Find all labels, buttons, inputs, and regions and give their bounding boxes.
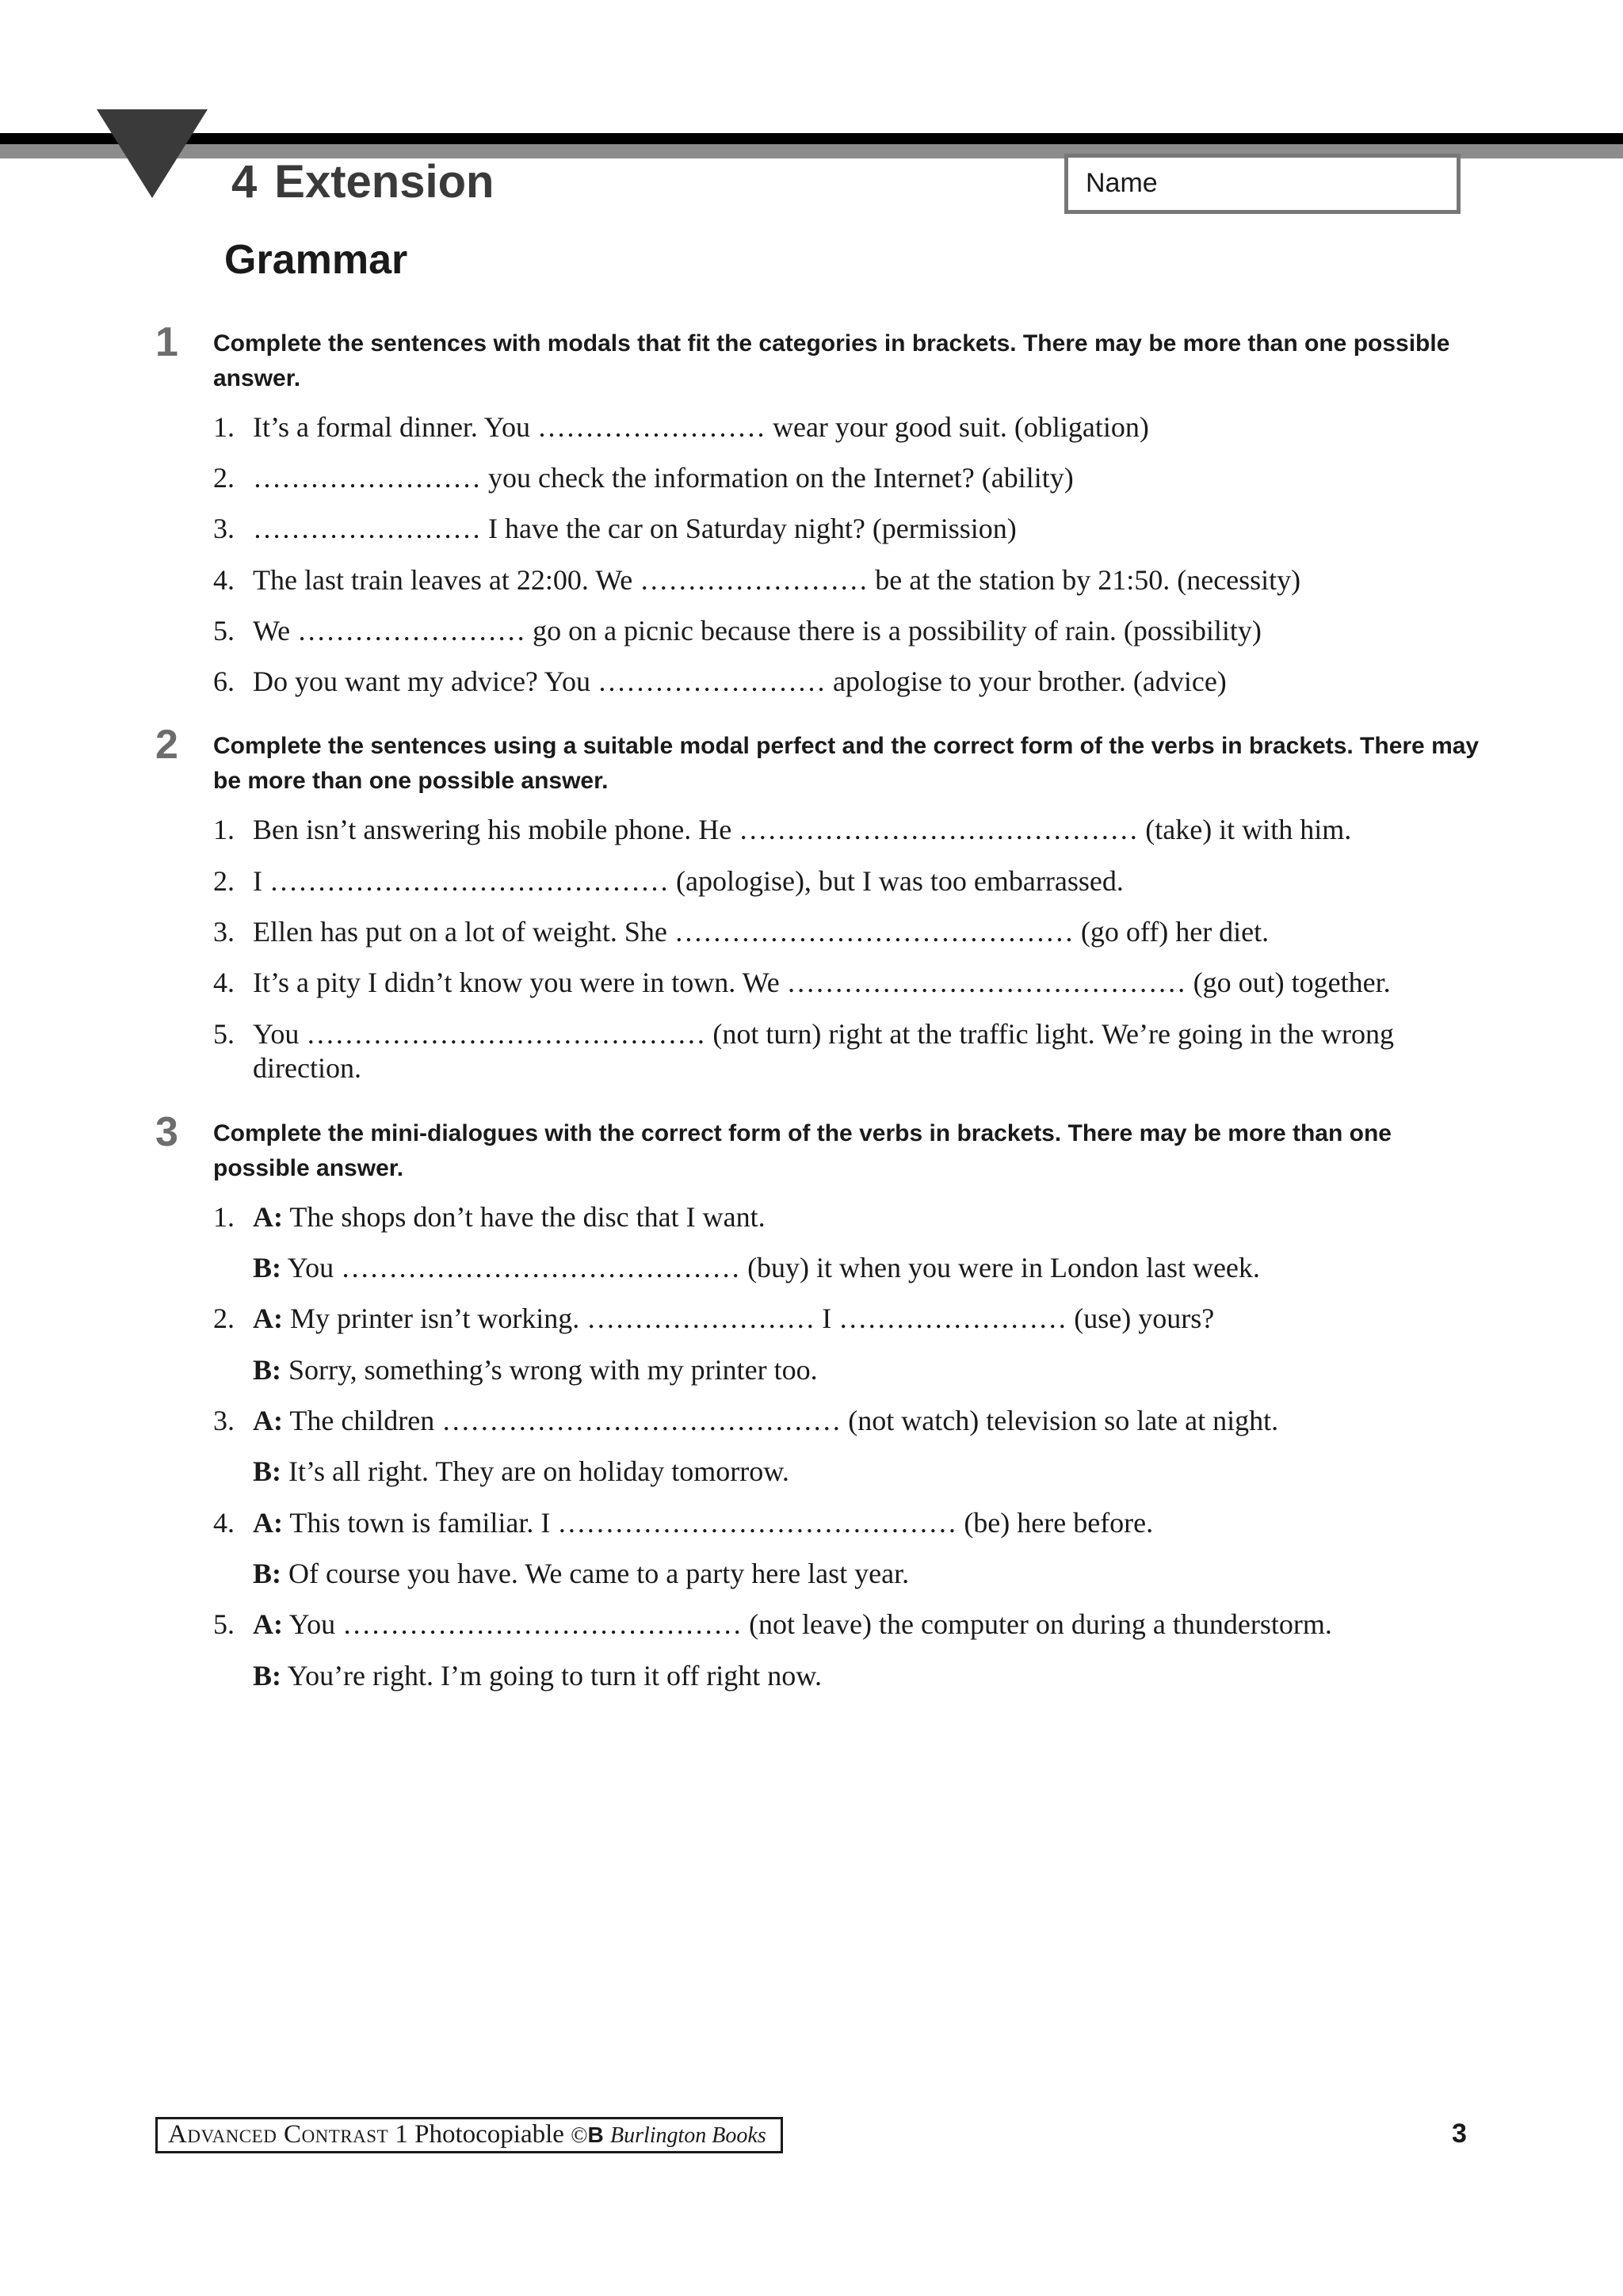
exercise-instruction: Complete the sentences using a suitable modal perfect and the correct form of the verbs in brackets. There may be more than one possible answer. <box>213 733 1480 794</box>
series-name: Advanced Contrast <box>168 2120 389 2149</box>
down-triangle-icon <box>97 109 208 198</box>
exercise-number: 1 <box>155 319 178 365</box>
photocopiable-label: Photocopiable <box>414 2120 564 2149</box>
page-number: 3 <box>1452 2119 1467 2149</box>
name-label: Name <box>1086 168 1158 198</box>
exercise-instruction: Complete the sentences with modals that fit the categories in brackets. There may be more than one possible answer. <box>213 330 1450 391</box>
unit-title <box>231 155 494 208</box>
footer-credit <box>168 2120 766 2149</box>
header-rule-black <box>0 133 1623 144</box>
publisher-name: Burlington Books <box>609 2123 766 2148</box>
exercise-number: 2 <box>155 722 178 768</box>
unit-title-text: Extension <box>274 156 495 208</box>
copyright-symbol: © <box>571 2123 588 2148</box>
section-title: Grammar <box>224 237 408 283</box>
burlington-logo-icon: B <box>587 2122 604 2147</box>
exercise-instruction: Complete the mini-dialogues with the correct form of the verbs in brackets. There may be more than one possible answer. <box>213 1120 1392 1181</box>
unit-number: 4 <box>231 156 258 208</box>
exercise-number: 3 <box>155 1109 178 1155</box>
series-level: 1 <box>395 2120 408 2149</box>
